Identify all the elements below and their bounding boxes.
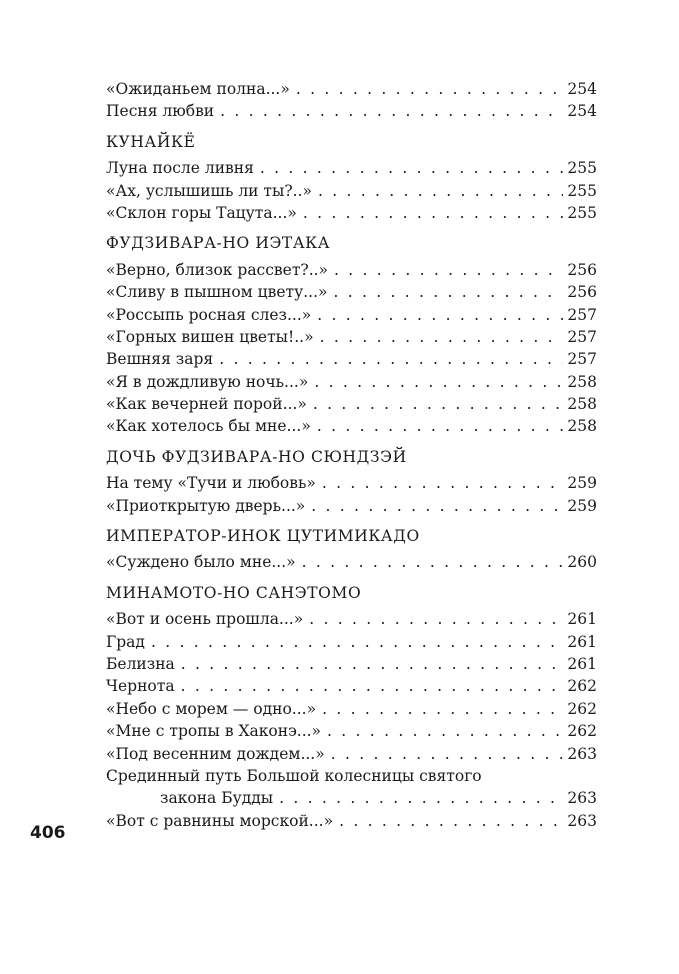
toc-entry-title: «Ожиданьем полна...» [106, 80, 290, 98]
toc-entry-page: 259 [567, 474, 597, 493]
toc-entry-title-line1: Срединный путь Большой колесницы святого [106, 766, 482, 785]
toc-entry [106, 393, 597, 415]
toc-leader-dots [317, 415, 564, 437]
toc-entry-page: 257 [567, 327, 597, 346]
section-author-heading: МИНАМОТО-НО САНЭТОМО [106, 583, 362, 602]
toc-entry-title: Луна после ливня [106, 159, 254, 178]
toc-entry-page: 262 [567, 722, 597, 741]
toc-entry-title: «Приоткрытую дверь...» [106, 496, 306, 515]
toc-leader-dots [309, 608, 563, 630]
toc-leader-dots [320, 326, 564, 348]
toc-entry-page: 257 [567, 350, 597, 369]
toc-entry-title: Чернота [106, 677, 175, 696]
toc-entry [106, 180, 597, 202]
toc-entry-page: 258 [567, 417, 597, 436]
toc-entry-page: 261 [567, 654, 597, 673]
toc-entry-page: 261 [567, 610, 597, 629]
toc-entry [106, 743, 597, 765]
toc-section [106, 131, 597, 225]
toc-entry-page: 257 [567, 305, 597, 324]
toc-entry-page: 256 [567, 260, 597, 279]
toc-entry-title: «Горных вишен цветы!..» [106, 327, 314, 346]
toc-entry [106, 653, 597, 675]
toc-entry-page: 260 [567, 553, 597, 572]
toc-entry-title: «Суждено было мне...» [106, 553, 296, 572]
toc-entry-page: 258 [567, 372, 597, 391]
toc-entry-page: 261 [567, 632, 597, 651]
toc-entry-title: «Вот и осень прошла...» [106, 610, 304, 629]
section-author-heading: ДОЧЬ ФУДЗИВАРА-НО СЮНДЗЭЙ [106, 447, 407, 466]
toc-leader-dots [219, 348, 563, 370]
toc-entry-page: 263 [567, 744, 597, 763]
toc-leader-dots [334, 259, 563, 281]
toc-entry [106, 495, 597, 517]
toc-entry-title-line2: закона Будды [160, 789, 274, 808]
toc-entry-title: На тему «Тучи и любовь» [106, 474, 316, 493]
toc-leader-dots [317, 304, 563, 326]
toc-entry-page: 262 [567, 699, 597, 718]
toc-entry-title: «Вот с равнины морской...» [106, 811, 334, 830]
table-of-contents [106, 78, 597, 832]
toc-entry-title: «Как вечерней порой...» [106, 395, 307, 414]
toc-entry [106, 371, 597, 393]
toc-entry [106, 78, 597, 100]
toc-entry [106, 326, 597, 348]
toc-entry [106, 675, 597, 697]
toc-section [106, 232, 597, 438]
toc-entry-page: 255 [567, 159, 597, 178]
page-number: 406 [30, 823, 66, 843]
toc-leader-dots [322, 698, 563, 720]
toc-entry [106, 698, 597, 720]
toc-entry-title: «Ах, услышишь ли ты?..» [106, 181, 312, 200]
toc-entry [106, 551, 597, 573]
toc-leader-dots [313, 393, 564, 415]
toc-entry-title: «Сливу в пышном цвету...» [106, 283, 328, 302]
toc-entry [106, 608, 597, 630]
toc-leader-dots [296, 78, 564, 100]
toc-entry-title: «Небо с морем — одно...» [106, 699, 317, 718]
toc-entry [106, 810, 597, 832]
toc-leader-dots [220, 100, 563, 122]
toc-entry [106, 100, 597, 122]
toc-entry [106, 472, 597, 494]
toc-entry-title: «Мне с тропы в Хаконэ...» [106, 722, 322, 741]
toc-leader-dots [260, 157, 564, 179]
toc-entry [106, 631, 597, 653]
toc-entry-page: 255 [567, 203, 597, 222]
toc-entry-title: Град [106, 632, 145, 651]
toc-entry [106, 281, 597, 303]
toc-group-continued [106, 78, 597, 123]
toc-entry [106, 157, 597, 179]
toc-entry [106, 259, 597, 281]
toc-entry-title: «Как хотелось бы мне...» [106, 417, 311, 436]
toc-leader-dots [181, 675, 564, 697]
toc-entry [106, 415, 597, 437]
toc-entry-page: 256 [567, 283, 597, 302]
toc-section [106, 582, 597, 832]
toc-entry-title: «Верно, близок рассвет?..» [106, 260, 329, 279]
toc-entry-title: «Под весенним дождем...» [106, 744, 325, 763]
toc-leader-dots [314, 371, 563, 393]
toc-entry [106, 202, 597, 224]
toc-leader-dots [334, 281, 564, 303]
toc-entry-title: «Склон горы Тацута...» [106, 203, 297, 222]
toc-leader-dots [331, 743, 564, 765]
toc-leader-dots [181, 653, 564, 675]
toc-leader-dots [303, 202, 564, 224]
toc-entry-title-line2-row [106, 787, 597, 809]
toc-entry-title: Белизна [106, 654, 175, 673]
toc-entry-page: 254 [567, 102, 597, 121]
toc-entry [106, 304, 597, 326]
toc-entry-title: «Я в дождливую ночь...» [106, 372, 309, 391]
toc-leader-dots [322, 472, 564, 494]
toc-entry-title: Вешняя заря [106, 350, 214, 369]
toc-entry-page: 262 [567, 677, 597, 696]
section-author-heading: ИМПЕРАТОР-ИНОК ЦУТИМИКАДО [106, 527, 420, 546]
toc-entry [106, 348, 597, 370]
toc-entry-page: 254 [567, 80, 597, 98]
toc-section [106, 446, 597, 517]
section-author-heading: КУНАЙКЁ [106, 132, 196, 151]
toc-leader-dots [327, 720, 563, 742]
toc-entry-page: 263 [567, 789, 597, 808]
toc-section [106, 525, 597, 574]
toc-entry-title: Песня любви [106, 102, 215, 121]
toc-entry-title: «Россыпь росная слез...» [106, 305, 312, 324]
toc-leader-dots [318, 180, 563, 202]
toc-leader-dots [311, 495, 563, 517]
toc-leader-dots [279, 787, 563, 809]
toc-leader-dots [302, 551, 564, 573]
toc-entry-page: 258 [567, 395, 597, 414]
toc-leader-dots [339, 810, 563, 832]
toc-entry-page: 263 [567, 811, 597, 830]
toc-leader-dots [151, 631, 563, 653]
toc-entry [106, 720, 597, 742]
toc-entry-page: 259 [567, 496, 597, 515]
toc-entry-page: 255 [567, 181, 597, 200]
section-author-heading: ФУДЗИВАРА-НО ИЭТАКА [106, 234, 331, 253]
toc-entry-multiline [106, 765, 597, 810]
